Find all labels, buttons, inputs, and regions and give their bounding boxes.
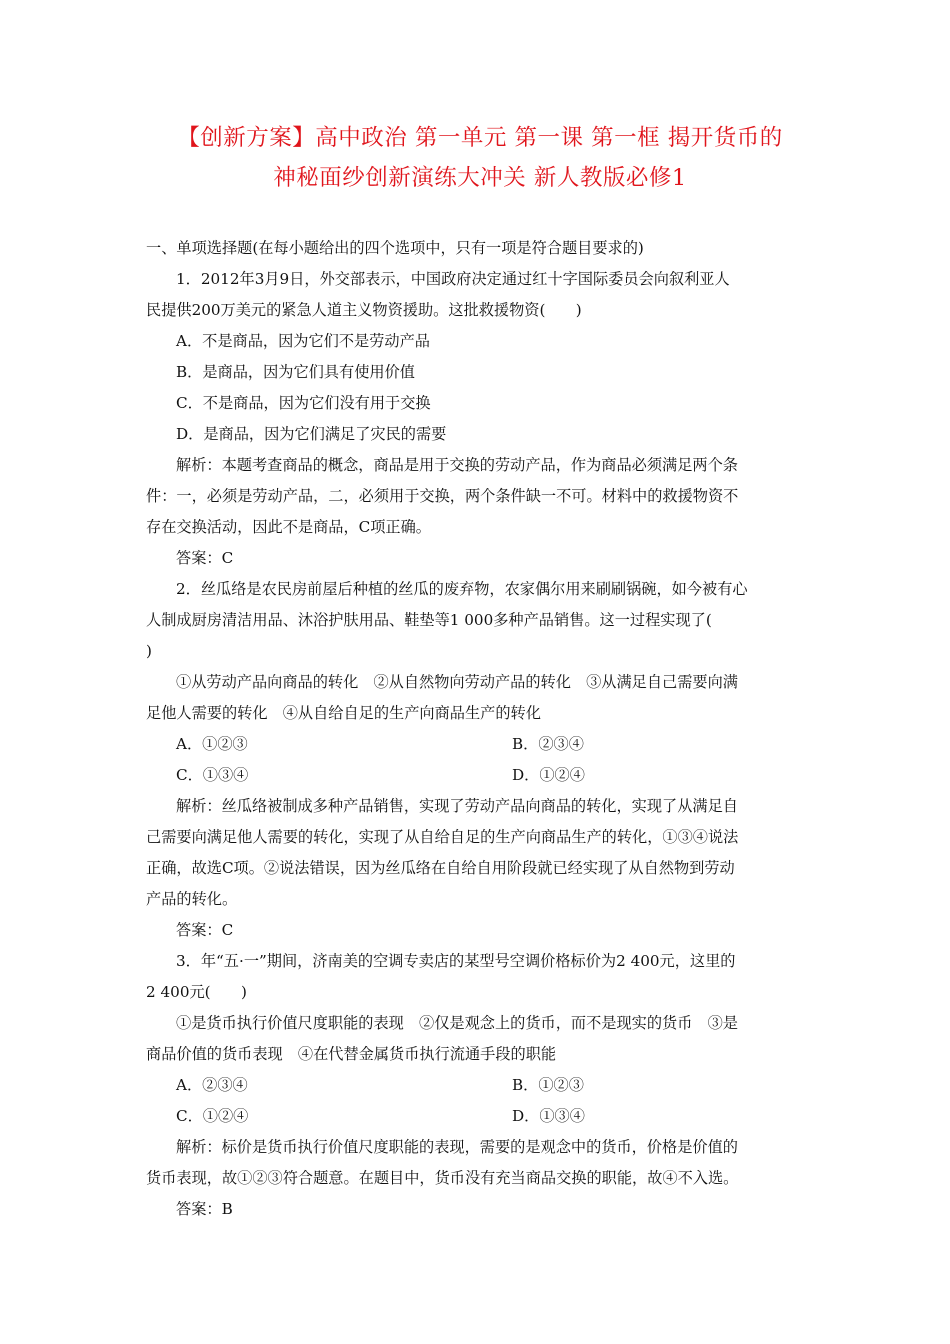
- question-1-stem-line-2: 民提供200万美元的紧急人道主义物资援助。这批救援物资( ): [146, 301, 582, 319]
- question-1-stem-line-1: 1．2012年3月9日，外交部表示，中国政府决定通过红十字国际委员会向叙利亚人: [176, 270, 730, 288]
- question-1-option-d: D．是商品，因为它们满足了灾民的需要: [176, 425, 447, 443]
- question-3-stem-line-2: 2 400元( ): [146, 983, 247, 1001]
- question-3-option-b: B．①②③: [512, 1076, 584, 1094]
- question-3-options-row-1: [146, 1070, 806, 1101]
- document-title: [120, 118, 840, 198]
- question-2-stem-line-1: 2．丝瓜络是农民房前屋后种植的丝瓜的废弃物，农家偶尔用来刷刷锅碗，如今被有心: [176, 580, 748, 598]
- question-1-answer: 答案：C: [176, 549, 234, 567]
- question-3-statements-line-1: ①是货币执行价值尺度职能的表现 ②仅是观念上的货币，而不是现实的货币 ③是: [176, 1014, 738, 1032]
- question-3-explanation-line-2: 货币表现，故①②③符合题意。在题目中，货币没有充当商品交换的职能，故④不入选。: [146, 1169, 739, 1187]
- question-2-explanation-line-3: 正确，故选C项。②说法错误，因为丝瓜络在自给自用阶段就已经实现了从自然物到劳动: [146, 859, 735, 877]
- question-2-option-c: C．①③④: [176, 766, 249, 784]
- question-3-options-row-2: [146, 1101, 806, 1132]
- question-2-statements-line-2: 足他人需要的转化 ④从自给自足的生产向商品生产的转化: [146, 704, 541, 722]
- question-1-explanation-line-1: 解析：本题考查商品的概念，商品是用于交换的劳动产品，作为商品必须满足两个条: [176, 456, 738, 474]
- question-2-statements-line-1: ①从劳动产品向商品的转化 ②从自然物向劳动产品的转化 ③从满足自己需要向满: [176, 673, 738, 691]
- question-2-option-d: D．①②④: [512, 766, 585, 784]
- question-1-option-b: B．是商品，因为它们具有使用价值: [176, 363, 415, 381]
- question-2: [146, 574, 806, 946]
- question-2-option-a: A．①②③: [176, 735, 248, 753]
- question-3-option-d: D．①③④: [512, 1107, 585, 1125]
- question-2-stem-line-3: ): [146, 642, 152, 660]
- question-2-answer: 答案：C: [176, 921, 234, 939]
- question-2-explanation-line-1: 解析：丝瓜络被制成多种产品销售，实现了劳动产品向商品的转化，实现了从满足自: [176, 797, 738, 815]
- question-1-option-a: A．不是商品，因为它们不是劳动产品: [176, 332, 430, 350]
- question-2-options-row-1: [146, 729, 806, 760]
- question-3-answer: 答案：B: [176, 1200, 233, 1218]
- title-line-1: 【创新方案】高中政治 第一单元 第一课 第一框 揭开货币的: [177, 125, 783, 151]
- question-3-stem-line-1: 3．年“五·一”期间，济南美的空调专卖店的某型号空调价格标价为2 400元，这里的: [176, 952, 736, 970]
- question-2-stem-line-2: 人制成厨房清洁用品、沐浴护肤用品、鞋垫等1 000多种产品销售。这一过程实现了(: [146, 611, 712, 629]
- question-3-statements-line-2: 商品价值的货币表现 ④在代替金属货币执行流通手段的职能: [146, 1045, 557, 1063]
- document-body: [146, 233, 806, 1225]
- title-line-2: 神秘面纱创新演练大冲关 新人教版必修1: [273, 165, 687, 191]
- question-3-option-a: A．②③④: [176, 1076, 248, 1094]
- question-2-explanation-line-2: 己需要向满足他人需要的转化，实现了从自给自足的生产向商品生产的转化，①③④说法: [146, 828, 739, 846]
- question-2-options-row-2: [146, 760, 806, 791]
- question-1-explanation-line-3: 存在交换活动，因此不是商品，C项正确。: [146, 518, 431, 536]
- question-3: [146, 946, 806, 1225]
- question-3-option-c: C．①②④: [176, 1107, 249, 1125]
- question-1-option-c: C．不是商品，因为它们没有用于交换: [176, 394, 431, 412]
- section-heading: 一、单项选择题(在每小题给出的四个选项中，只有一项是符合题目要求的): [146, 239, 644, 257]
- question-1-explanation-line-2: 件：一，必须是劳动产品，二，必须用于交换，两个条件缺一不可。材料中的救援物资不: [146, 487, 739, 505]
- question-3-explanation-line-1: 解析：标价是货币执行价值尺度职能的表现，需要的是观念中的货币，价格是价值的: [176, 1138, 738, 1156]
- question-2-explanation-line-4: 产品的转化。: [146, 890, 238, 908]
- question-2-option-b: B．②③④: [512, 735, 584, 753]
- question-1: [146, 264, 806, 574]
